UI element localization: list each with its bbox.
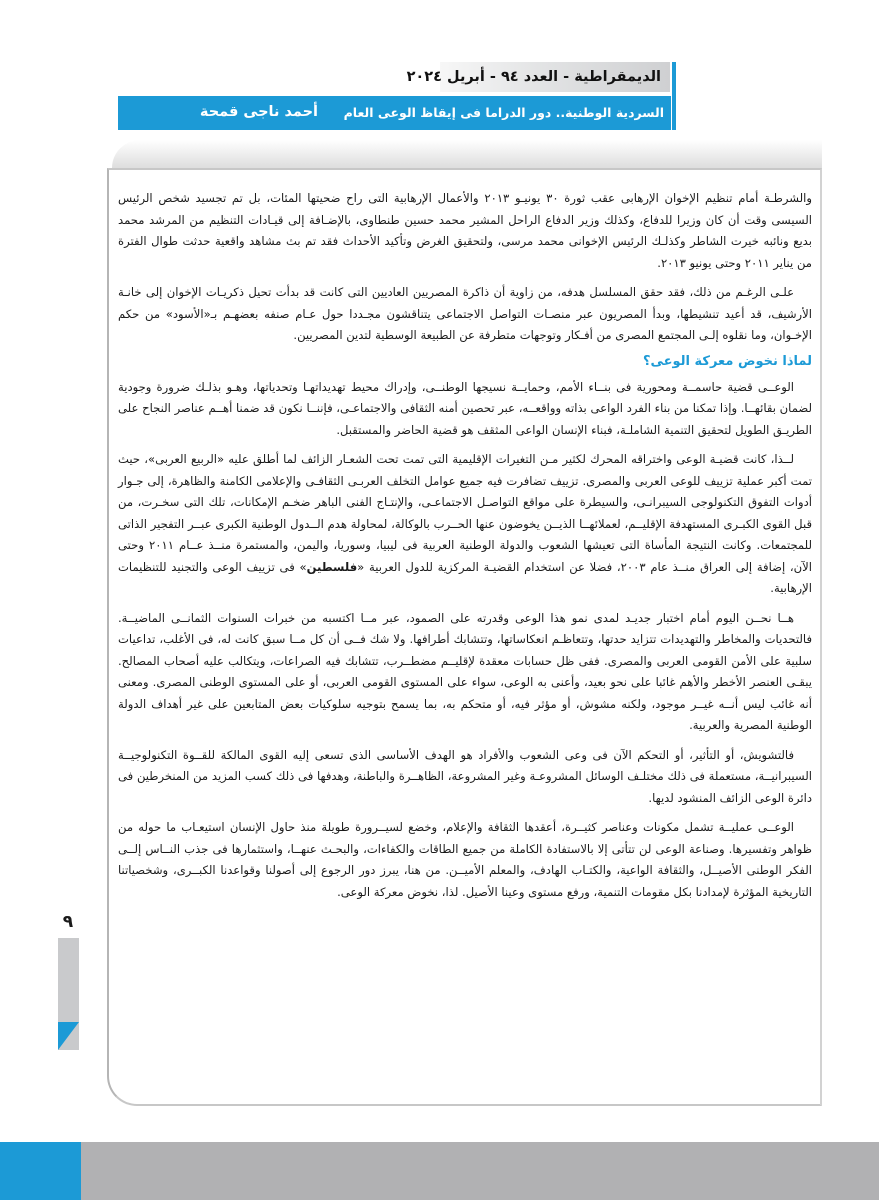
content-box-shadow — [112, 140, 822, 168]
article-title: السردية الوطنية.. دور الدراما فى إيقاظ الوعى العام — [343, 105, 664, 120]
issue-label: الديمقراطية - العدد ٩٤ - أبريل ٢٠٢٤ — [406, 69, 661, 85]
header-accent-line — [672, 62, 676, 130]
page-side-triangle — [58, 1022, 79, 1050]
author-name: أحمد ناجى قمحة — [199, 104, 318, 120]
paragraph-4-bold: فلسطين — [306, 559, 358, 574]
paragraph-6: فالتشويش، أو التأثير، أو التحكم الآن فى وعى الشعوب والأفراد هو الهدف الأساسى الذى تسعى إليه القوى المالكة للقــوة التكنولوجيــة السيبرانيــة، مستعملة فى ذلك مختلـف الوسائل المشروعـة وغير المشروعة، الظاهــرة والباطنة، وهدفها فى ذلك كسب المزيد من المنخرطين فى دائرة الوعى الزائف المنشود لديها. — [118, 747, 812, 805]
paragraph-3: الوعــى قضية حاسمــة ومحورية فى بنــاء الأمم، وحمايــة نسيجها الوطنــى، وإدراك محيط تهديداتهـا وتحدياتها، وهـو بذلـك ضرورة وجودية لضمان بقائهــا. وإذا تمكنا من بناء الفرد الواعى بذاته وواقعــه، عبر تحصين أمنه الثقافى والاجتماعـى، فإننــا نكون قد ضمنا أهــم عناصر النجاح على الطريـق الطويل لتحقيق التنمية الشاملـة، فبناء الإنسان الواعى المثقف هو قضية الحاضر والمستقبل. — [118, 379, 812, 437]
paragraph-2: علـى الرغـم من ذلك، فقد حقق المسلسل هدفه، من زاوية أن ذاكرة المصريين العاديين التى كانت قد بدأت تحيل ذكريـات الإخوان إلى خانـة الأرشيف، قد أعيد تنشيطها، وبدأ المصريون عبر منصـات التواصل الاجتماعى يتناقشون مجـددا حول عـام صنفه بعضهـم بـ«الأسود» من حكم الإخـوان، وما نقلوه إلـى المجتمع المصرى من أفـكار وتوجهات متطرفة عن الطبيعة الوسطية لتدين المصريين. — [118, 285, 812, 342]
footer-accent — [0, 1142, 81, 1200]
article-body — [118, 188, 812, 911]
paragraph-1: والشرطـة أمام تنظيم الإخوان الإرهابى عقب ثورة ٣٠ يونيـو ٢٠١٣ والأعمال الإرهابية التى راح ضحيتها المئات، بل تم تجسيد شخص الرئيس السيسى وقت أن كان وزيرا للدفاع، وكذلك وزير الدفاع الراحل المشير محمد حسين طنطاوى، بالإضـافة إلى قيـادات التنظيم من المرشد محمد بديع ونائبه خيرت الشاطر وكذلـك الرئيس الإخوانى محمد مرسى، ولتحقيق الغرض وتأكيد الأحداث فقد تم بث مشاهد واقعية حدثت طوال الفترة من يناير ٢٠١١ وحتى يونيو ٢٠١٣. — [118, 191, 812, 270]
section-heading: لماذا نخوض معركة الوعى؟ — [642, 353, 812, 369]
page-number: ٩ — [62, 912, 74, 932]
paragraph-4-text: لــذا، كانت قضيـة الوعى واختراقه المحرك لكثير مـن التغيرات الإقليمية التى تمت تحت الشعـار الزائف لما أطلق عليه «الربيع العربى»، حيث تمت أكبر عملية تزييف للوعى العربى والمصرى. تزييف تضافرت فيه جميع عوامل التخلف العربـى الثقافـى والإعلامى الكامنة والظاهرة، إلى جـوار أدوات التفوق التكنولوجى السيبرانـى، والسيطرة على مواقع التواصـل الاجتماعـى، والإنتـاج الفنى الباهر ضخـم الإمكانات، تلك التى سخـرت، من قبل القوى الكبـرى المستهدفة الإقليــم، لعملائهــا الذيــن يخوضون عنها الحــرب بالوكالة، لمحاولة هدم الــدول الوطنية الكبرى عبــر التفجير الذاتى للمجتمعات. وكانت النتيجة المأساة التى تعيشها الشعوب والدولة الوطنية العربية فى ليبيا، وسوريا، واليمن، والمستمرة منــذ عــام ٢٠١١ وحتى الآن، إضافة إلى العراق منــذ عام ٢٠٠٣، فضلا عن استخدام القضيـة المركزية للدول العربية « — [118, 452, 813, 574]
paragraph-4 — [118, 449, 812, 600]
paragraph-5: هــا نحــن اليوم أمام اختبار جديـد لمدى نمو هذا الوعى وقدرته على الصمود، عبر مــا اكتسبه من خبرات السنوات الثمانــى الماضيــة. فالتحديات والمخاطر والتهديدات تتزايد حدتها، وتتعاظـم انعكاساتها، وتتشابك أطرافها. ولا شك فــى أن كل مــا سبق كانت له، فى الأغلب، تداعيات سلبية على الأمن القومى العربى والمصرى. ففى ظل حسابات معقدة لإقليــم مضطــرب، تتشابك فيه الصراعات، ويتكالب عليه أصحاب المصالح. يبقـى العنصر الأخطر والأهم غائبا على نحو بعيد، وأعنى به الوعى، سواء على المستوى القومى العربى، أو على المستوى الوطنى المصرى. ومعنى أنه غائب ليس أنــه غيــر موجود، ولكنه مشوش، أو مؤثر فيه، أو متحكم به، بما يسمح بتوجيه سلوكيات بعض المتابعين على غير أهداف الدولة الوطنية المصرية والعربية. — [118, 610, 812, 732]
paragraph-7: الوعــى عمليــة تشمل مكونات وعناصر كثيــرة، أعقدها الثقافة والإعلام، وخضع لسيــرورة طويلة منذ حاول الإنسان استيعـاب ما حوله من ظواهر وتفسيرها. وصناعة الوعى لن تتأتى إلا بالاستفادة الكاملة من جميع الطاقات والكفاءات، والبحـث عنهــا، واستثمارها فى جذب النــاس إلــى الفكر الوطنى الأصيــل، والثقافة الواعية، والكتـاب الهادف، والمعلم الأميــن. من هنا، يبرز دور الرجوع إلى أصولنا وقواعدنا الكبــرى، وشخصياتنا التاريخية المؤثرة لإمدادنا بكل مقومات التنمية، ورفع مستوى وعينا الأصيل. لذا، نخوض معركة الوعى. — [118, 820, 812, 899]
paragraph-4-end: » فى تزييف الوعى والتجنيد للتنظيمات الإرهابية. — [118, 559, 812, 595]
footer-band — [0, 1142, 879, 1200]
